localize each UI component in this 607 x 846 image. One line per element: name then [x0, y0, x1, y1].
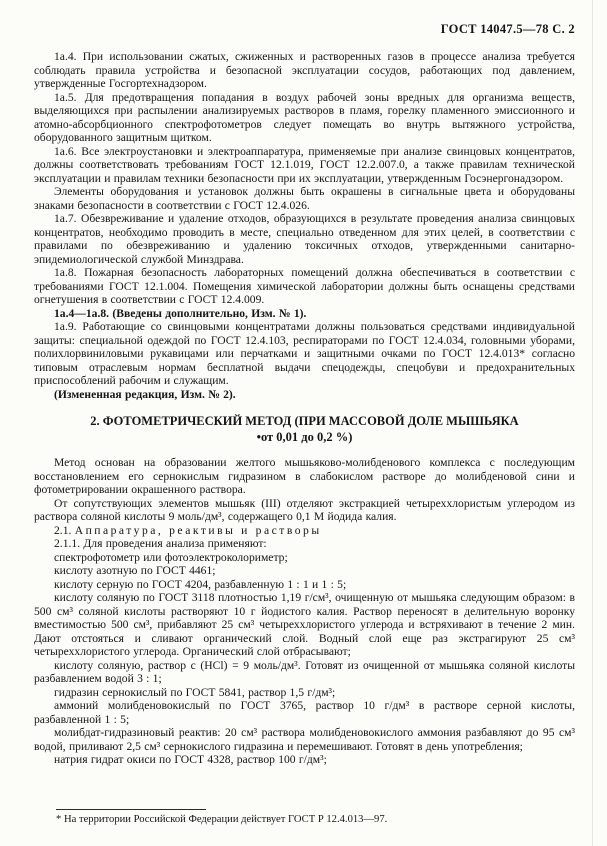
scan-edge-artifact: [592, 0, 593, 846]
para-method-basis: Метод основан на образовании желтого мышьяково-молибденового комплекса с последующим восстановлением его сернокислым гидразином в слабокислом растворе до молибденовой сини и фотометрировании окрашенного раствора.: [34, 456, 575, 496]
para-1a6: 1а.6. Все электроустановки и электроаппаратура, применяемые при анализе свинцовых концентратов, должны соответствовать требованиям ГОСТ 12.1.019, ГОСТ 12.2.007.0, а также правилам технической эксплуатации и правилам техники безопасности при их эксплуатации, утвержденным Госэнергонадзором.: [34, 144, 575, 185]
para-extraction: От сопутствующих элементов мышьяк (III) отделяют экстракцией четыреххлористым углеродом из раствора соляной кислоты 9 моль/дм³, содержащего 0,1 М йодида калия.: [34, 496, 575, 523]
footnote-separator-rule: [56, 809, 206, 810]
item-nitric-acid: кислоту азотную по ГОСТ 4461;: [54, 564, 216, 577]
item-hydrochloric-acid: кислоту соляную по ГОСТ 3118 плотностью 1,19 г/см³, очищенную от мышьяка следующим образом: в 500 см³ соляной кислоты растворяют 10 г йодистого калия. Раствор переносят в делительную воронку вместимостью 500 см³, прибавляют 25 см³ четыреххлористого углерода и встряхивают в течение 2 мин. Дают отстояться и сливают органический слой. Водный слой еще раз экстрагируют 25 см³ четыреххлористого углерода. Органический слой отбрасывают;: [34, 591, 575, 658]
para-2-1-heading: 2.1. Аппаратура, реактивы и растворы: [54, 523, 322, 537]
para-1a7: 1а.7. Обезвреживание и удаление отходов, образующихся в результате проведения анализа свинцовых концентратов, необходимо проводить в месте, специально отведенном для этих целей, в соответствии с правилами по обезвреживанию и удалению токсичных отходов, утвержденными санитарно-эпидемиологической службой Минздрава.: [34, 212, 575, 266]
item-spectrophotometer: спектрофотометр или фотоэлектроколориметр;: [54, 550, 288, 564]
para-1a9: 1а.9. Работающие со свинцовыми концентратами должны пользоваться средствами индивидуальной защиты: специальной одеждой по ГОСТ 12.4.103, респираторами по ГОСТ 12.4.034, головными уборами, полихлорвиниловыми рукавицами или перчатками и защитными очками по ГОСТ 12.4.013* согласно типовым отраслевым нормам бесплатной выдачи спецодежды, спецобуви и предохранительных приспособлений рабочим и служащим.: [34, 320, 575, 387]
para-1a5: 1а.5. Для предотвращения попадания в воздух рабочей зоны вредных для организма веществ, выделяющихся при распылении анализируемых растворов в пламя, горелку пламенного эмиссионного и атомно-абсорбционного спектрофотометров следует помещать во внутрь вытяжного устройства, оборудованного защитным щитком.: [34, 90, 575, 144]
para-1a4-1a8-note: 1а.4—1а.8. (Введены дополнительно, Изм. № 1).: [54, 306, 307, 320]
para-1a4: 1а.4. При использовании сжатых, сжиженных и растворенных газов в процессе анализа требуется соблюдать правила устройства и безопасной эксплуатации сосудов, работающих под давлением, утвержденные Госгортехнадзором.: [34, 50, 575, 90]
item-sodium-hydroxide: натрия гидрат окиси по ГОСТ 4328, раствор 100 г/дм³;: [54, 753, 327, 766]
para-amended-note: (Измененная редакция, Изм. № 2).: [54, 387, 236, 401]
para-1a6-elements: Элементы оборудования и установок должны быть окрашены в сигнальные цвета и оборудованы знаками безопасности в соответствии с ГОСТ 12.4.026.: [34, 185, 575, 212]
section-2-heading-line2: •от 0,01 до 0,2 %): [256, 429, 353, 444]
section-2-heading-line1: 2. ФОТОМЕТРИЧЕСКИЙ МЕТОД (ПРИ МАССОВОЙ ДОЛЕ МЫШЬЯКА: [90, 414, 519, 428]
item-molybdate-hydrazine-reagent: молибдат-гидразиновый реактив: 20 см³ раствора молибденовокислого аммония разбавляют до 95 см³ водой, приливают 2,5 см³ сернокислого гидразина и перемешивают. Готовят в день употребления;: [34, 726, 575, 753]
section-1a-safety-paragraphs: [34, 50, 575, 401]
item-sulfuric-acid: кислоту серную по ГОСТ 4204, разбавленную 1 : 1 и 1 : 5;: [54, 577, 347, 591]
section-2-heading: [34, 414, 575, 445]
footnote: [56, 809, 567, 826]
item-hydrazine-sulfate: гидразин сернокислый по ГОСТ 5841, раствор 1,5 г/дм³;: [54, 685, 336, 699]
para-1a8: 1а.8. Пожарная безопасность лабораторных помещений должна обеспечиваться в соответствии с требованиями ГОСТ 12.1.004. Помещения химической лаборатории должны быть оснащены средствами огнетушения в соответствии с ГОСТ 12.4.009.: [34, 266, 575, 306]
footnote-text: * На территории Российской Федерации действует ГОСТ Р 12.4.013—97.: [56, 814, 388, 825]
item-hcl-solution: кислоту соляную, раствор с (HCl) = 9 моль/дм³. Готовят из очищенной от мышьяка соляной кислоты разбавлением водой 3 : 1;: [34, 658, 575, 685]
item-ammonium-molybdate: аммоний молибденовокислый по ГОСТ 3765, раствор 10 г/дм³ в растворе серной кислоты, разбавленной 1 : 5;: [34, 699, 575, 726]
para-2-1-1: 2.1.1. Для проведения анализа применяют:: [54, 537, 267, 550]
section-2-photometric-method-paragraphs: [34, 456, 575, 767]
page-header-gost-number: ГОСТ 14047.5—78 С. 2: [440, 22, 575, 36]
